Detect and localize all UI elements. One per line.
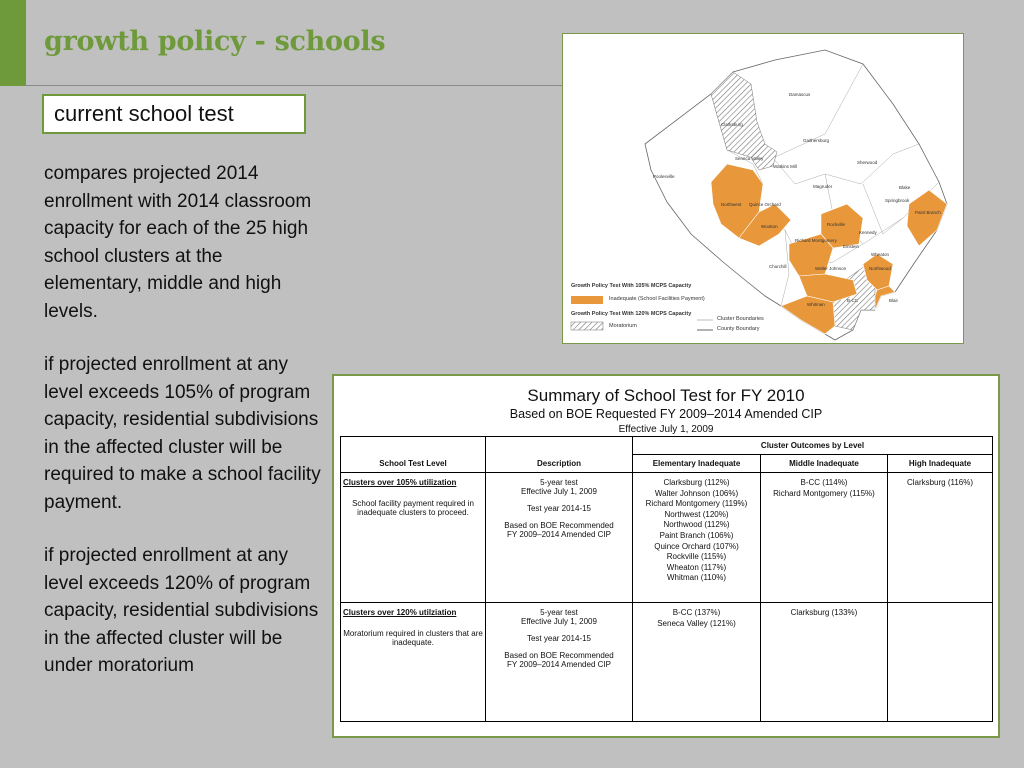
description-cell-120 bbox=[486, 603, 633, 722]
legend-inadequate-label: Inadequate (School Facilities Payment) bbox=[609, 296, 705, 302]
label-blake: Blake bbox=[899, 185, 911, 190]
list-item: Whitman (110%) bbox=[667, 573, 726, 583]
label-richard-montgomery: Richard Montgomery bbox=[795, 238, 837, 243]
label-bcc: B-CC bbox=[847, 298, 858, 303]
label-kennedy: Kennedy bbox=[859, 230, 877, 235]
desc-year: Test year 2014-15 bbox=[526, 504, 592, 513]
label-einstein: Einstein bbox=[843, 244, 860, 249]
legend-moratorium-label: Moratorium bbox=[609, 323, 637, 329]
legend-moratorium-swatch bbox=[571, 322, 603, 330]
list-item: Clarksburg (133%) bbox=[790, 608, 858, 617]
list-item: Paint Branch (106%) bbox=[659, 530, 734, 540]
table-effective-date: Effective July 1, 2009 bbox=[618, 424, 714, 435]
label-whitman: Whitman bbox=[807, 302, 825, 307]
desc-test: 5-year test bbox=[540, 478, 578, 487]
label-springbrook: Springbrook bbox=[885, 198, 910, 203]
table-title: Summary of School Test for FY 2010 bbox=[527, 386, 805, 405]
list-item: Clarksburg (112%) bbox=[663, 478, 730, 487]
middle-cell-120 bbox=[761, 603, 888, 722]
legend-county-boundary-label: County Boundary bbox=[717, 326, 760, 332]
list-item: Rockville (115%) bbox=[666, 552, 727, 562]
label-gaithersburg: Gaithersburg bbox=[803, 138, 830, 143]
header-middle: Middle Inadequate bbox=[761, 455, 888, 473]
level-cell-105 bbox=[341, 473, 486, 603]
desc-basis: Based on BOE Recommended bbox=[504, 521, 614, 530]
paragraph-120: if projected enrollment at any level exceeds 120% of program capacity, residential subdivisions in the affected cluster will be under moratorium bbox=[44, 545, 319, 676]
legend-heading-105: Growth Policy Test With 105% MCPS Capacity bbox=[571, 283, 692, 289]
header-description: Description bbox=[486, 455, 633, 473]
list-item: Seneca Valley (121%) bbox=[657, 618, 736, 628]
table-row bbox=[341, 603, 993, 722]
label-quince-orchard: Quince Orchard bbox=[749, 202, 781, 207]
middle-cell-105 bbox=[761, 473, 888, 603]
label-blair: Blair bbox=[889, 298, 899, 303]
high-cell-105 bbox=[888, 473, 993, 603]
label-damascus: Damascus bbox=[789, 92, 811, 97]
elementary-cell-120 bbox=[633, 603, 761, 722]
label-sherwood: Sherwood bbox=[857, 160, 878, 165]
desc-basis-cip: FY 2009–2014 Amended CIP bbox=[507, 660, 611, 669]
high-cell-120 bbox=[888, 603, 993, 722]
header-elementary: Elementary Inadequate bbox=[633, 455, 761, 473]
desc-year: Test year 2014-15 bbox=[526, 634, 592, 643]
list-item: B-CC (137%) bbox=[672, 608, 721, 617]
label-magruder: Magruder bbox=[813, 184, 833, 189]
legend-inadequate-swatch bbox=[571, 296, 603, 304]
label-walter-johnson: Walter Johnson bbox=[815, 266, 847, 271]
slide-title: growth policy - schools bbox=[44, 26, 386, 57]
label-clarksburg: Clarksburg bbox=[721, 122, 743, 127]
paragraph-compares: compares projected 2014 enrollment with 2014 classroom capacity for each of the 25 high school clusters at the elementary, middle and high levels. bbox=[44, 163, 312, 322]
desc-effective: Effective July 1, 2009 bbox=[521, 487, 597, 496]
title-divider bbox=[26, 85, 564, 86]
label-wheaton: Wheaton bbox=[871, 252, 890, 257]
paragraph-105: if projected enrollment at any level exceeds 105% of program capacity, residential subdivisions in the affected cluster will be required to make a school facility payment. bbox=[44, 354, 321, 513]
level-label-105: Clusters over 105% utilization bbox=[343, 478, 457, 487]
header-blank-2 bbox=[486, 437, 633, 455]
label-churchill: Churchill bbox=[769, 264, 787, 269]
list-item: Richard Montgomery (115%) bbox=[773, 488, 875, 498]
school-test-summary bbox=[332, 374, 1000, 738]
desc-effective: Effective July 1, 2009 bbox=[521, 617, 597, 626]
label-seneca-valley: Seneca Valley bbox=[735, 156, 764, 161]
header-row-group bbox=[341, 437, 993, 455]
label-northwood: Northwood bbox=[869, 266, 891, 271]
list-item: B-CC (114%) bbox=[800, 478, 848, 487]
desc-test: 5-year test bbox=[540, 608, 578, 617]
label-rockville: Rockville bbox=[827, 222, 846, 227]
header-row bbox=[341, 455, 993, 473]
label-watkins-mill: Watkins Mill bbox=[773, 164, 797, 169]
list-item: Clarksburg (116%) bbox=[906, 478, 974, 487]
list-item: Northwest (120%) bbox=[664, 509, 729, 519]
elementary-cell-105 bbox=[633, 473, 761, 603]
header-blank-1 bbox=[341, 437, 486, 455]
label-paint-branch: Paint Branch bbox=[915, 210, 941, 215]
cluster-map bbox=[562, 33, 964, 344]
desc-basis: Based on BOE Recommended bbox=[504, 651, 614, 660]
list-item: Quince Orchard (107%) bbox=[654, 541, 739, 551]
label-northwest: Northwest bbox=[721, 202, 742, 207]
header-school-test-level: School Test Level bbox=[341, 455, 486, 473]
label-poolesville: Poolesville bbox=[653, 174, 675, 179]
desc-basis-cip: FY 2009–2014 Amended CIP bbox=[507, 530, 611, 539]
legend-cluster-boundaries-label: Cluster Boundaries bbox=[717, 316, 764, 322]
table-subtitle: Based on BOE Requested FY 2009–2014 Amended CIP bbox=[509, 407, 823, 421]
level-note-120: Moratorium required in clusters that are inadequate. bbox=[343, 629, 483, 647]
list-item: Wheaton (117%) bbox=[666, 562, 727, 572]
table-row bbox=[341, 473, 993, 603]
accent-bar bbox=[0, 0, 26, 86]
header-high: High Inadequate bbox=[888, 455, 993, 473]
level-cell-120 bbox=[341, 603, 486, 722]
description-cell-105 bbox=[486, 473, 633, 603]
level-note-105: School facility payment required in inadequate clusters to proceed. bbox=[352, 499, 474, 517]
level-label-120: Clusters over 120% utilziation bbox=[343, 608, 457, 617]
header-cluster-outcomes: Cluster Outcomes by Level bbox=[633, 437, 993, 455]
list-item: Richard Montgomery (119%) bbox=[645, 499, 748, 509]
body-text bbox=[44, 160, 324, 706]
list-item: Walter Johnson (106%) bbox=[654, 488, 739, 498]
summary-table bbox=[340, 436, 993, 722]
list-item: Northwood (112%) bbox=[663, 520, 730, 530]
subtitle-box: current school test bbox=[42, 94, 306, 134]
legend-heading-120: Growth Policy Test With 120% MCPS Capacity bbox=[571, 311, 692, 317]
label-wootton: Wootton bbox=[761, 224, 778, 229]
